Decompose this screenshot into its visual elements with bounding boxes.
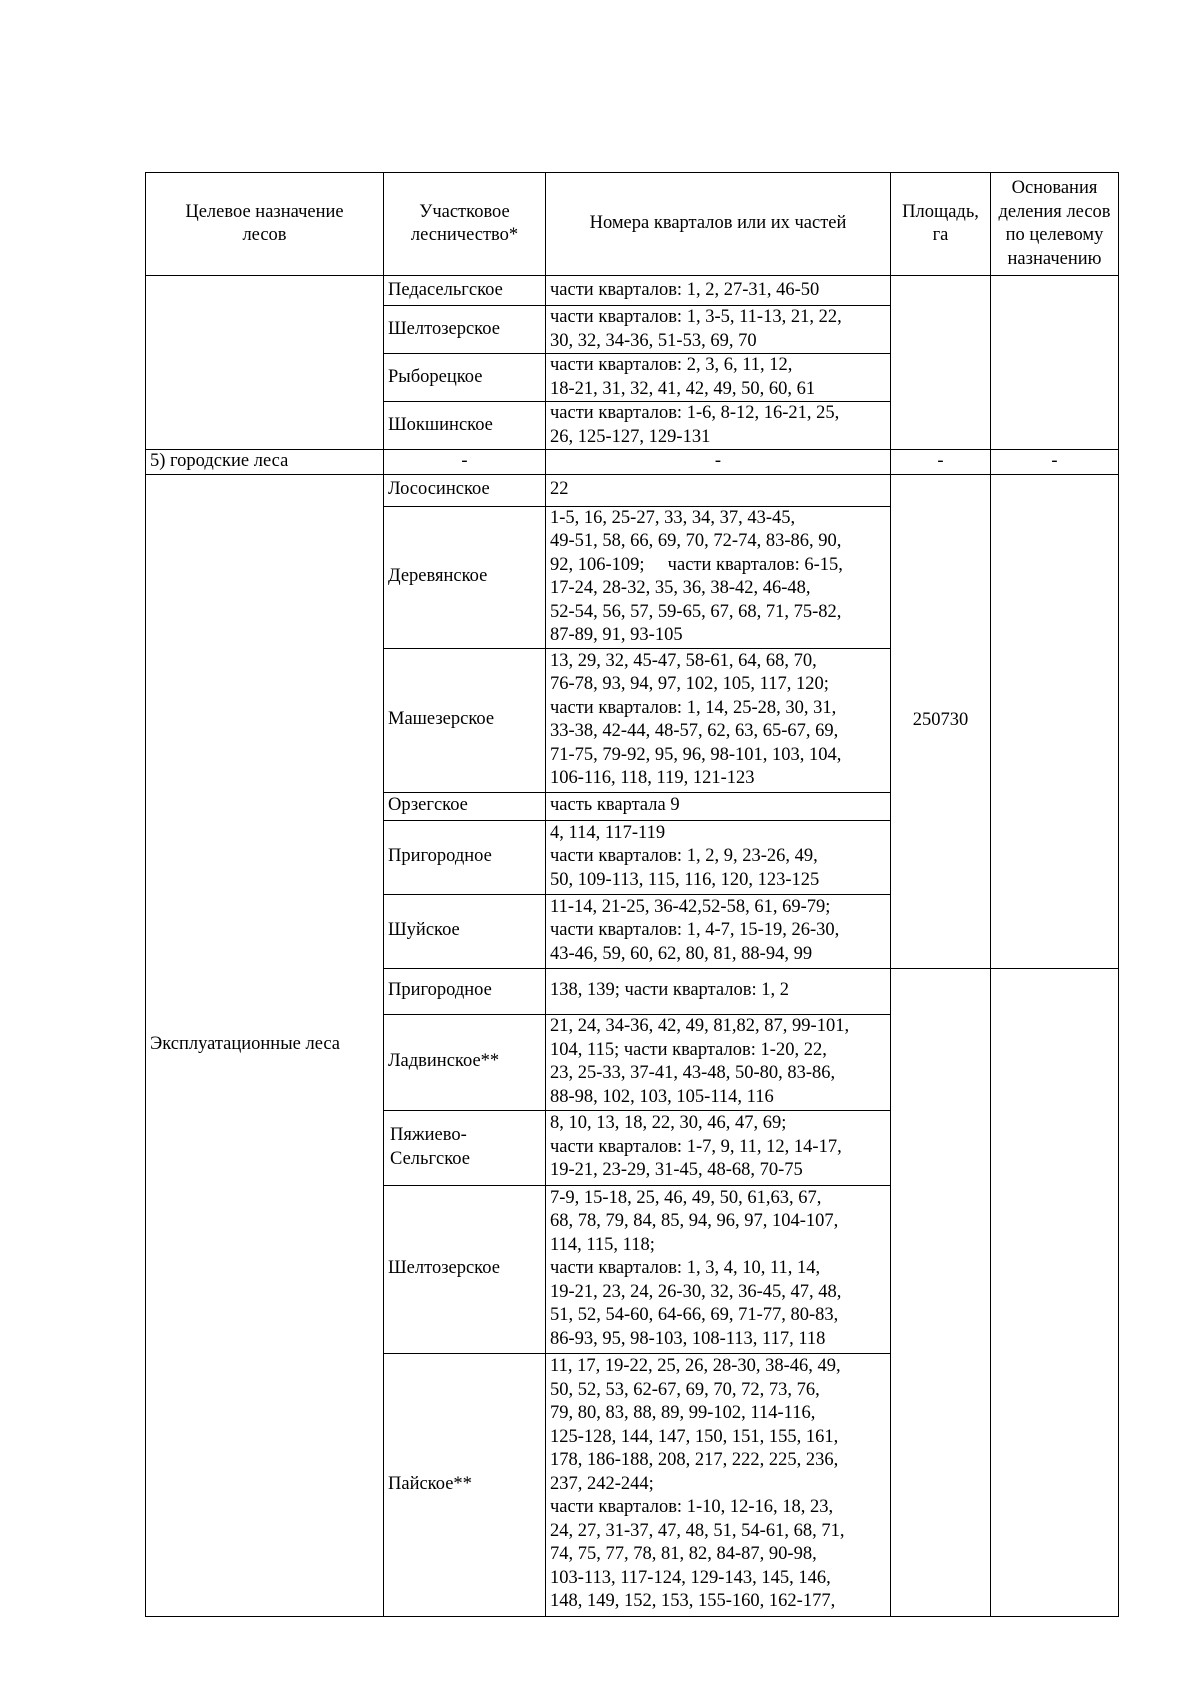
quarters-cell: части кварталов: 1, 3-5, 11-13, 21, 22, 30, 32, 34-36, 51-53, 69, 70 (546, 306, 891, 354)
quarters-cell: части кварталов: 2, 3, 6, 11, 12, 18-21, 31, 32, 41, 42, 49, 50, 60, 61 (546, 354, 891, 402)
quarters-cell: части кварталов: 1-6, 8-12, 16-21, 25, 26, 125-127, 129-131 (546, 402, 891, 450)
quarters-cell: 1-5, 16, 25-27, 33, 34, 37, 43-45, 49-51, 58, 66, 69, 70, 72-74, 83-86, 90, 92, 106-109; части кварталов: 6-15, 17-24, 28-32, 35, 36, 38-42, 46-48, 52-54, 56, 57, 59-65, 67, 68, 71, 75-82, 87-89, 91, 93-105 (546, 506, 891, 648)
quarters-cell: часть квартала 9 (546, 792, 891, 820)
table-row (146, 474, 1119, 506)
district-cell: Ладвинское** (384, 1014, 546, 1110)
quarters-cell: 11-14, 21-25, 36-42,52-58, 61, 69-79; части кварталов: 1, 4-7, 15-19, 26-30, 43-46, 59, 60, 62, 80, 81, 88-94, 99 (546, 894, 891, 968)
basis-cell-empty (991, 276, 1119, 450)
header-quarters: Номера кварталов или их частей (546, 173, 891, 276)
district-cell: Пайское** (384, 1353, 546, 1616)
district-cell: Пригородное (384, 820, 546, 894)
quarters-cell: 11, 17, 19-22, 25, 26, 28-30, 38-46, 49, 50, 52, 53, 62-67, 69, 70, 72, 73, 76, 79, 80, 83, 88, 89, 99-102, 114-116, 125-128, 144, 147, 150, 151, 155, 161, 178, 186-188, 208, 217, 222, 225, 236, 237, 242-244; части кварталов: 1-10, 12-16, 18, 23, 24, 27, 31-37, 47, 48, 51, 54-61, 68, 71, 74, 75, 77, 78, 81, 82, 84-87, 90-98, 103-113, 117-124, 129-143, 145, 146, 148, 149, 152, 153, 155-160, 162-177, (546, 1353, 891, 1616)
area-cell-empty (891, 276, 991, 450)
header-purpose: Целевое назначение лесов (146, 173, 384, 276)
quarters-cell: 22 (546, 474, 891, 506)
quarters-cell: 138, 139; части кварталов: 1, 2 (546, 968, 891, 1014)
area-cell: 250730 (891, 474, 991, 968)
district-cell: Шокшинское (384, 402, 546, 450)
quarters-cell: 4, 114, 117-119 части кварталов: 1, 2, 9, 23-26, 49, 50, 109-113, 115, 116, 120, 123-125 (546, 820, 891, 894)
district-cell: Орзегское (384, 792, 546, 820)
quarters-cell: 8, 10, 13, 18, 22, 30, 46, 47, 69; части кварталов: 1-7, 9, 11, 12, 14-17, 19-21, 23-29, 31-45, 48-68, 70-75 (546, 1110, 891, 1185)
header-district: Участковое лесничество* (384, 173, 546, 276)
district-cell: Шуйское (384, 894, 546, 968)
district-cell: Пригородное (384, 968, 546, 1014)
header-area: Площадь, га (891, 173, 991, 276)
district-cell: Пяжиево- Сельгское (384, 1110, 546, 1185)
district-cell: Шелтозерское (384, 1185, 546, 1353)
quarters-cell: 13, 29, 32, 45-47, 58-61, 64, 68, 70, 76-78, 93, 94, 97, 102, 105, 117, 120; части кварталов: 1, 14, 25-28, 30, 31, 33-38, 42-44, 48-57, 62, 63, 65-67, 69, 71-75, 79-92, 95, 96, 98-101, 103, 104, 106-116, 118, 119, 121-123 (546, 648, 891, 792)
district-cell: Рыборецкое (384, 354, 546, 402)
purpose-cell: 5) городские леса (146, 450, 384, 475)
area-cell-empty (891, 968, 991, 1616)
basis-cell-empty (991, 474, 1119, 968)
header-row (146, 173, 1119, 276)
district-cell: Деревянское (384, 506, 546, 648)
district-cell: Педасельгское (384, 276, 546, 306)
purpose-cell-empty (146, 276, 384, 450)
quarters-cell: - (546, 450, 891, 475)
forest-purpose-table (145, 172, 1119, 1617)
district-cell: Шелтозерское (384, 306, 546, 354)
header-basis: Основания деления лесов по целевому назначению (991, 173, 1119, 276)
district-cell: Машезерское (384, 648, 546, 792)
purpose-cell: Эксплуатационные леса (146, 474, 384, 1616)
area-cell: - (891, 450, 991, 475)
basis-cell-empty (991, 968, 1119, 1616)
document-page (145, 172, 1119, 1617)
table-row (146, 276, 1119, 306)
basis-cell: - (991, 450, 1119, 475)
district-cell: - (384, 450, 546, 475)
quarters-cell: части кварталов: 1, 2, 27-31, 46-50 (546, 276, 891, 306)
city-forests-row (146, 450, 1119, 475)
quarters-cell: 21, 24, 34-36, 42, 49, 81,82, 87, 99-101, 104, 115; части кварталов: 1-20, 22, 23, 25-33, 37-41, 43-48, 50-80, 83-86, 88-98, 102, 103, 105-114, 116 (546, 1014, 891, 1110)
district-cell: Лососинское (384, 474, 546, 506)
quarters-cell: 7-9, 15-18, 25, 46, 49, 50, 61,63, 67, 68, 78, 79, 84, 85, 94, 96, 97, 104-107, 114, 115, 118; части кварталов: 1, 3, 4, 10, 11, 14, 19-21, 23, 24, 26-30, 32, 36-45, 47, 48, 51, 52, 54-60, 64-66, 69, 71-77, 80-83, 86-93, 95, 98-103, 108-113, 117, 118 (546, 1185, 891, 1353)
